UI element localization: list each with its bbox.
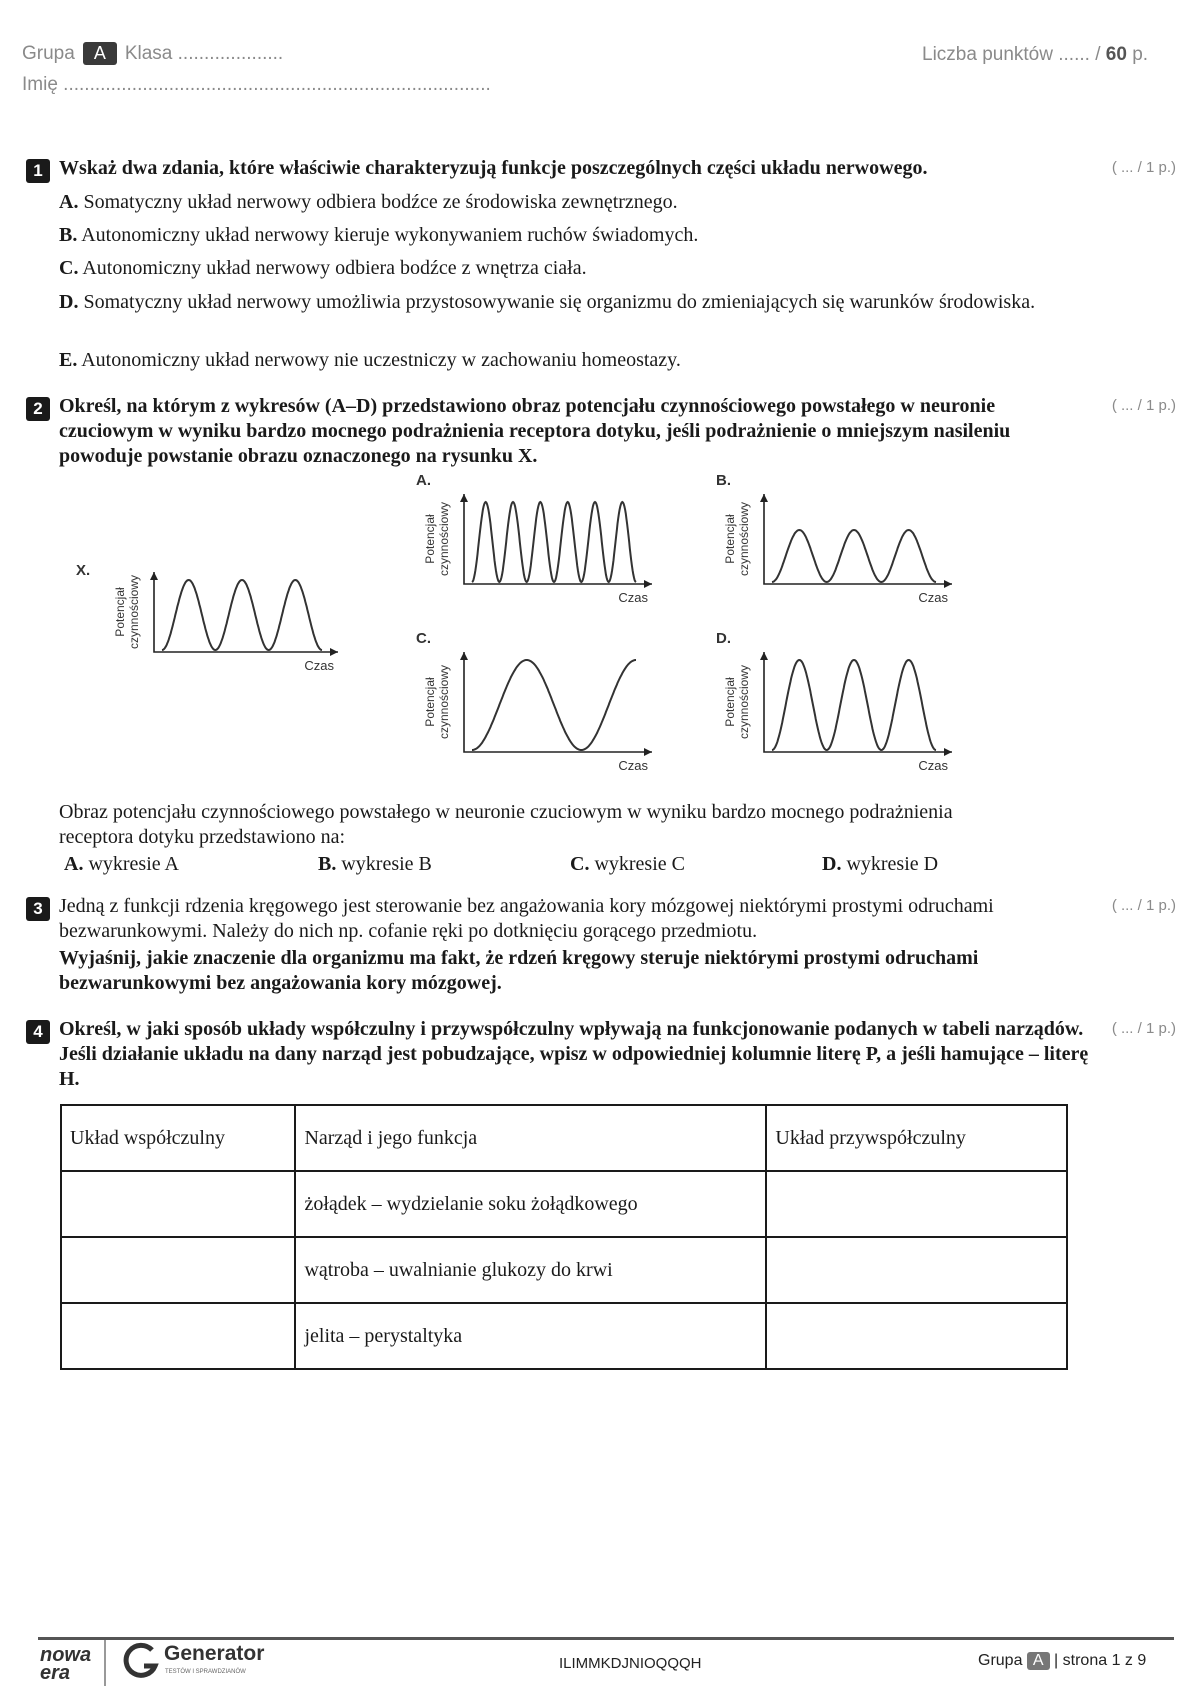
- task-question: Określ, w jaki sposób układy współczulny i przywspółczulny wpływają na funkcjonowanie podanych w tabeli narządów. Jeśli działanie układu na dany narząd jest pobudzające, wpisz w odpowiedniej kolumnie literę P, a jeśli hamujące – literę H.: [59, 1018, 1089, 1090]
- y-axis-label: [723, 502, 751, 576]
- task-score: ( ... / 1 p.): [1111, 159, 1176, 176]
- chart-letter: A.: [416, 472, 431, 489]
- y-axis-label-line: czynnościowy: [437, 664, 451, 740]
- y-axis-arrow: [760, 652, 768, 660]
- generator-g-icon: [122, 1640, 162, 1684]
- organ-effects-table: [60, 1104, 1068, 1370]
- footer-page-label: | strona 1 z 9: [1054, 1652, 1147, 1669]
- table-row: [61, 1171, 1067, 1237]
- footer-divider: [104, 1640, 106, 1686]
- x-axis-arrow: [644, 748, 652, 756]
- answer-cell-parasympathetic[interactable]: [766, 1303, 1067, 1369]
- chart-svg: [716, 638, 966, 778]
- task-1: [26, 156, 1176, 376]
- action-potential-curve: [162, 580, 322, 650]
- group-label: Grupa: [22, 43, 75, 64]
- x-axis-arrow: [644, 580, 652, 588]
- action-potential-curve: [472, 502, 636, 582]
- y-axis-label-line: Potencjał: [723, 677, 737, 727]
- generator-logo: [122, 1640, 162, 1689]
- y-axis-arrow: [760, 494, 768, 502]
- answer-cell-sympathetic[interactable]: [61, 1303, 295, 1369]
- y-axis-label-line: czynnościowy: [437, 501, 451, 577]
- x-axis-label: Czas: [918, 590, 948, 605]
- option-c[interactable]: C. Autonomiczny układ nerwowy odbiera bodźce z wnętrza ciała.: [59, 257, 587, 279]
- x-axis-arrow: [944, 580, 952, 588]
- footer-group-label: Grupa: [978, 1652, 1023, 1669]
- y-axis-label-line: Potencjał: [423, 514, 437, 564]
- y-axis-label: [423, 502, 451, 576]
- points-label: Liczba punktów ...... /: [922, 44, 1101, 65]
- y-axis-label-line: czynnościowy: [127, 574, 141, 650]
- answer-option-d[interactable]: D. wykresie D: [822, 853, 939, 875]
- points-total: 60: [1105, 44, 1127, 65]
- x-axis-label: Czas: [918, 758, 948, 773]
- chart-b: [716, 472, 966, 610]
- x-axis-arrow: [944, 748, 952, 756]
- y-axis-label-line: Potencjał: [723, 514, 737, 564]
- task-number: 3: [26, 897, 50, 921]
- table-header-row: [61, 1105, 1067, 1171]
- chart-letter: D.: [716, 630, 731, 647]
- header-parasympathetic: Układ przywspółczulny: [766, 1105, 1067, 1171]
- x-axis-label: Czas: [618, 758, 648, 773]
- x-axis-label: Czas: [304, 658, 334, 673]
- action-potential-curve: [472, 660, 636, 750]
- option-d[interactable]: D. Somatyczny układ nerwowy umożliwia przystosowywanie się organizmu do zmieniających się warunków środowiska.: [59, 291, 1036, 313]
- task-3: [26, 894, 1176, 1004]
- answer-cell-parasympathetic[interactable]: [766, 1237, 1067, 1303]
- task-score: ( ... / 1 p.): [1111, 1020, 1176, 1037]
- document-code: ILIMMKDJNIOQQQH: [559, 1655, 702, 1672]
- footer-group-badge: A: [1027, 1652, 1050, 1670]
- table-row: [61, 1237, 1067, 1303]
- y-axis-label: [723, 665, 751, 739]
- task-number: 2: [26, 397, 50, 421]
- answer-cell-sympathetic[interactable]: [61, 1171, 295, 1237]
- answer-option-c[interactable]: C. wykresie C: [570, 853, 685, 875]
- points-unit: p.: [1132, 44, 1149, 65]
- footer-rule: [38, 1637, 1174, 1640]
- name-line: Imię .................................................................................: [22, 74, 491, 95]
- y-axis-arrow: [150, 572, 158, 580]
- option-b[interactable]: B. Autonomiczny układ nerwowy kieruje wykonywaniem ruchów świadomych.: [59, 224, 699, 246]
- answer-cell-parasympathetic[interactable]: [766, 1171, 1067, 1237]
- chart-c: [416, 630, 666, 778]
- option-a[interactable]: A. Somatyczny układ nerwowy odbiera bodźce ze środowiska zewnętrznego.: [59, 191, 678, 213]
- answer-option-b[interactable]: B. wykresie B: [318, 853, 432, 875]
- task-4: [26, 1017, 1176, 1097]
- organ-cell: wątroba – uwalnianie glukozy do krwi: [295, 1237, 766, 1303]
- task-score: ( ... / 1 p.): [1111, 397, 1176, 414]
- chart-letter: B.: [716, 472, 731, 489]
- header-group: [22, 42, 283, 65]
- chart-letter: X.: [76, 562, 91, 579]
- task-score: ( ... / 1 p.): [1111, 897, 1176, 914]
- answer-cell-sympathetic[interactable]: [61, 1237, 295, 1303]
- chart-a: [416, 472, 666, 610]
- chart-svg: [716, 480, 966, 610]
- x-axis-label: Czas: [618, 590, 648, 605]
- chart-svg: [416, 638, 666, 778]
- footer-page-info: [978, 1652, 1146, 1670]
- answer-option-a[interactable]: A. wykresie A: [64, 853, 179, 875]
- task-question: Wskaż dwa zdania, które właściwie charakteryzują funkcje poszczególnych części układu nerwowego.: [59, 157, 928, 179]
- y-axis-label-line: czynnościowy: [737, 664, 751, 740]
- y-axis-label-line: Potencjał: [113, 587, 127, 637]
- class-label: Klasa ....................: [124, 43, 284, 64]
- generator-title: Generator: [164, 1642, 265, 1665]
- nowa-era-logo: nowa era: [40, 1644, 92, 1684]
- y-axis-label-line: Potencjał: [423, 677, 437, 727]
- y-axis-label: [113, 575, 141, 649]
- chart-axes: [464, 652, 652, 752]
- y-axis-label-line: czynnościowy: [737, 501, 751, 577]
- task-intro: Jedną z funkcji rdzenia kręgowego jest sterowanie bez angażowania kory mózgowej niektórymi prostymi odruchami bezwarunkowymi. Należy do nich np. cofanie ręki po dotknięciu gorącego przedmiotu.: [59, 895, 994, 942]
- chart-d: [716, 630, 966, 778]
- y-axis-label: [423, 665, 451, 739]
- task-2-answer-text: Obraz potencjału czynnościowego powstałego w neuronie czuciowym w wyniku bardzo mocnego podrażnienia receptora dotyku przedstawiono na:: [59, 801, 953, 848]
- generator-subtitle: TESTÓW I SPRAWDZIANÓW: [165, 1669, 246, 1675]
- organ-cell: żołądek – wydzielanie soku żołądkowego: [295, 1171, 766, 1237]
- task-number: 4: [26, 1020, 50, 1044]
- chart-x: [72, 558, 352, 678]
- points-summary: [922, 44, 1148, 66]
- organ-cell: jelita – perystaltyka: [295, 1303, 766, 1369]
- action-potential-curve: [772, 660, 936, 750]
- task-number: 1: [26, 159, 50, 183]
- group-badge: A: [83, 42, 117, 65]
- x-axis-arrow: [330, 648, 338, 656]
- y-axis-arrow: [460, 494, 468, 502]
- action-potential-curve: [772, 530, 936, 582]
- option-e[interactable]: E. Autonomiczny układ nerwowy nie uczestniczy w zachowaniu homeostazy.: [59, 349, 681, 371]
- task-question: Wyjaśnij, jakie znaczenie dla organizmu ma fakt, że rdzeń kręgowy steruje niektórymi prostymi odruchami bezwarunkowymi bez angażowania kory mózgowej.: [59, 947, 979, 994]
- header-sympathetic: Układ współczulny: [61, 1105, 295, 1171]
- task-question: Określ, na którym z wykresów (A–D) przedstawiono obraz potencjału czynnościowego powstałego w neuronie czuciowym w wyniku bardzo mocnego podrażnienia receptora dotyku, jeśli podrażnienie o mniejszym nasileniu powoduje powstanie obrazu oznaczonego na rysunku X.: [59, 395, 1011, 467]
- y-axis-arrow: [460, 652, 468, 660]
- header-organ: Narząd i jego funkcja: [295, 1105, 766, 1171]
- table-row: [61, 1303, 1067, 1369]
- chart-letter: C.: [416, 630, 431, 647]
- chart-svg: [416, 480, 666, 610]
- chart-svg: [72, 558, 352, 678]
